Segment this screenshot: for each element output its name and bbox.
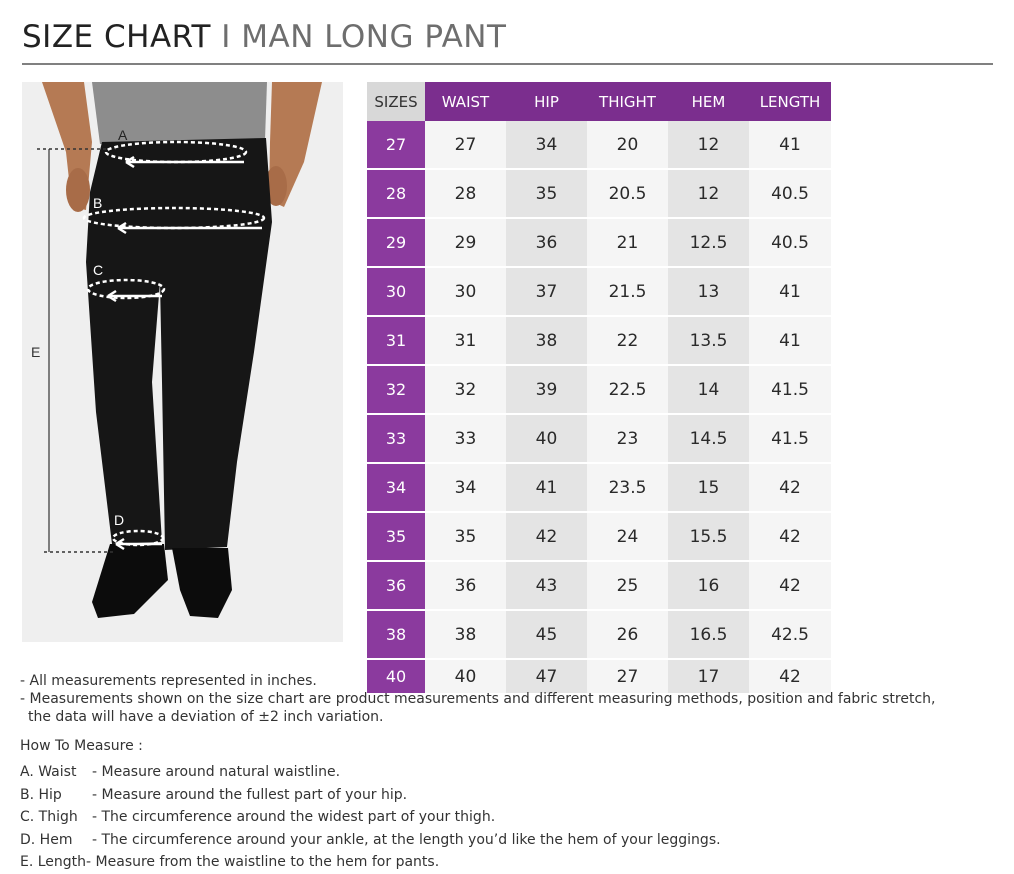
waist-cell: 34 bbox=[425, 463, 506, 512]
hip-cell: 34 bbox=[506, 121, 587, 169]
hip-cell: 45 bbox=[506, 610, 587, 659]
pants-shape bbox=[86, 138, 272, 550]
hem-cell: 15.5 bbox=[668, 512, 749, 561]
hem-cell: 13.5 bbox=[668, 316, 749, 365]
length-cell: 42 bbox=[749, 512, 831, 561]
waist-cell: 40 bbox=[425, 659, 506, 694]
length-cell: 42 bbox=[749, 659, 831, 694]
hip-cell: 43 bbox=[506, 561, 587, 610]
waist-cell: 38 bbox=[425, 610, 506, 659]
waist-cell: 30 bbox=[425, 267, 506, 316]
hem-cell: 12 bbox=[668, 121, 749, 169]
hem-cell: 16 bbox=[668, 561, 749, 610]
length-cell: 42 bbox=[749, 561, 831, 610]
length-cell: 41.5 bbox=[749, 365, 831, 414]
thigh-cell: 26 bbox=[587, 610, 668, 659]
thigh-cell: 22.5 bbox=[587, 365, 668, 414]
length-cell: 41 bbox=[749, 316, 831, 365]
how-to-text: - The circumference around the widest part of your thigh. bbox=[92, 809, 496, 825]
thigh-cell: 20.5 bbox=[587, 169, 668, 218]
table-body bbox=[367, 121, 831, 694]
marker-d: D bbox=[114, 512, 125, 528]
size-cell: 30 bbox=[367, 267, 425, 316]
size-table bbox=[367, 82, 831, 695]
list-item bbox=[20, 784, 721, 807]
header-hip: HIP bbox=[506, 82, 587, 121]
right-shoe-shape bbox=[172, 548, 232, 618]
hip-cell: 42 bbox=[506, 512, 587, 561]
thigh-cell: 21 bbox=[587, 218, 668, 267]
hip-cell: 41 bbox=[506, 463, 587, 512]
thigh-cell: 22 bbox=[587, 316, 668, 365]
how-to-label: E. Length bbox=[20, 854, 87, 870]
hem-cell: 12 bbox=[668, 169, 749, 218]
how-to-text: - Measure around natural waistline. bbox=[92, 764, 341, 780]
left-shoe-shape bbox=[92, 544, 168, 618]
hip-cell: 47 bbox=[506, 659, 587, 694]
how-to-label: B. Hip bbox=[20, 786, 62, 803]
waist-cell: 33 bbox=[425, 414, 506, 463]
hem-cell: 13 bbox=[668, 267, 749, 316]
length-cell: 40.5 bbox=[749, 169, 831, 218]
list-item bbox=[20, 829, 721, 852]
title-main: SIZE CHART bbox=[22, 19, 211, 55]
hem-cell: 14 bbox=[668, 365, 749, 414]
waist-cell: 29 bbox=[425, 218, 506, 267]
hem-cell: 16.5 bbox=[668, 610, 749, 659]
how-to-label: D. Hem bbox=[20, 831, 73, 848]
list-item bbox=[20, 806, 721, 829]
length-cell: 42.5 bbox=[749, 610, 831, 659]
note-deviation: - Measurements shown on the size chart are product measurements and different measuring methods, position and fabric stretch, bbox=[20, 691, 936, 707]
table-row bbox=[367, 610, 831, 659]
note-deviation-cont: the data will have a deviation of ±2 inch variation. bbox=[28, 709, 384, 725]
thigh-cell: 23 bbox=[587, 414, 668, 463]
size-cell: 34 bbox=[367, 463, 425, 512]
table-row bbox=[367, 121, 831, 169]
hem-cell: 12.5 bbox=[668, 218, 749, 267]
waist-cell: 27 bbox=[425, 121, 506, 169]
thigh-cell: 21.5 bbox=[587, 267, 668, 316]
marker-c: C bbox=[93, 262, 104, 278]
left-hand-shape bbox=[66, 168, 90, 212]
header-sizes: SIZES bbox=[367, 82, 425, 121]
how-to-text: - The circumference around your ankle, at the length you’d like the hem of your leggings. bbox=[92, 831, 721, 848]
list-item bbox=[20, 851, 721, 874]
size-cell: 40 bbox=[367, 659, 425, 694]
hip-cell: 38 bbox=[506, 316, 587, 365]
size-cell: 35 bbox=[367, 512, 425, 561]
hip-cell: 37 bbox=[506, 267, 587, 316]
table-row bbox=[367, 316, 831, 365]
table-row bbox=[367, 169, 831, 218]
thigh-cell: 27 bbox=[587, 659, 668, 694]
hip-cell: 36 bbox=[506, 218, 587, 267]
length-cell: 40.5 bbox=[749, 218, 831, 267]
measurement-notes bbox=[20, 672, 1000, 726]
waist-cell: 35 bbox=[425, 512, 506, 561]
hem-cell: 17 bbox=[668, 659, 749, 694]
header-waist: WAIST bbox=[425, 82, 506, 121]
size-cell: 28 bbox=[367, 169, 425, 218]
thigh-cell: 25 bbox=[587, 561, 668, 610]
pants-figure-svg bbox=[22, 82, 343, 642]
title-sub: I MAN LONG PANT bbox=[221, 19, 507, 55]
how-to-label: C. Thigh bbox=[20, 809, 78, 825]
how-to-text: - Measure around the fullest part of your hip. bbox=[92, 786, 408, 803]
title-divider bbox=[22, 63, 993, 65]
waist-cell: 28 bbox=[425, 169, 506, 218]
table-row bbox=[367, 463, 831, 512]
table-row bbox=[367, 414, 831, 463]
header-thigh: THIGHT bbox=[587, 82, 668, 121]
hem-cell: 15 bbox=[668, 463, 749, 512]
hip-cell: 39 bbox=[506, 365, 587, 414]
note-inches: - All measurements represented in inches. bbox=[20, 673, 317, 689]
waist-cell: 31 bbox=[425, 316, 506, 365]
how-to-label: A. Waist bbox=[20, 764, 77, 780]
how-to-measure-title: How To Measure : bbox=[20, 738, 143, 754]
size-cell: 33 bbox=[367, 414, 425, 463]
length-cell: 41.5 bbox=[749, 414, 831, 463]
length-cell: 42 bbox=[749, 463, 831, 512]
size-cell: 31 bbox=[367, 316, 425, 365]
hip-cell: 40 bbox=[506, 414, 587, 463]
how-to-measure-list bbox=[20, 761, 721, 874]
hip-cell: 35 bbox=[506, 169, 587, 218]
pants-illustration bbox=[22, 82, 343, 642]
thigh-cell: 23.5 bbox=[587, 463, 668, 512]
size-cell: 36 bbox=[367, 561, 425, 610]
hem-cell: 14.5 bbox=[668, 414, 749, 463]
table-row bbox=[367, 561, 831, 610]
thigh-cell: 24 bbox=[587, 512, 668, 561]
marker-b: B bbox=[93, 195, 103, 211]
length-cell: 41 bbox=[749, 267, 831, 316]
table-row bbox=[367, 218, 831, 267]
size-cell: 27 bbox=[367, 121, 425, 169]
header-length: LENGTH bbox=[749, 82, 831, 121]
thigh-cell: 20 bbox=[587, 121, 668, 169]
marker-a: A bbox=[118, 127, 128, 143]
list-item bbox=[20, 761, 721, 784]
how-to-text: - Measure from the waistline to the hem for pants. bbox=[86, 854, 440, 870]
size-cell: 38 bbox=[367, 610, 425, 659]
table-row bbox=[367, 267, 831, 316]
page-title bbox=[22, 12, 506, 62]
table-row bbox=[367, 365, 831, 414]
table-header-row bbox=[367, 82, 831, 121]
size-cell: 32 bbox=[367, 365, 425, 414]
waist-cell: 36 bbox=[425, 561, 506, 610]
marker-e: E bbox=[31, 344, 41, 360]
size-cell: 29 bbox=[367, 218, 425, 267]
table-row bbox=[367, 512, 831, 561]
length-cell: 41 bbox=[749, 121, 831, 169]
header-hem: HEM bbox=[668, 82, 749, 121]
waist-cell: 32 bbox=[425, 365, 506, 414]
